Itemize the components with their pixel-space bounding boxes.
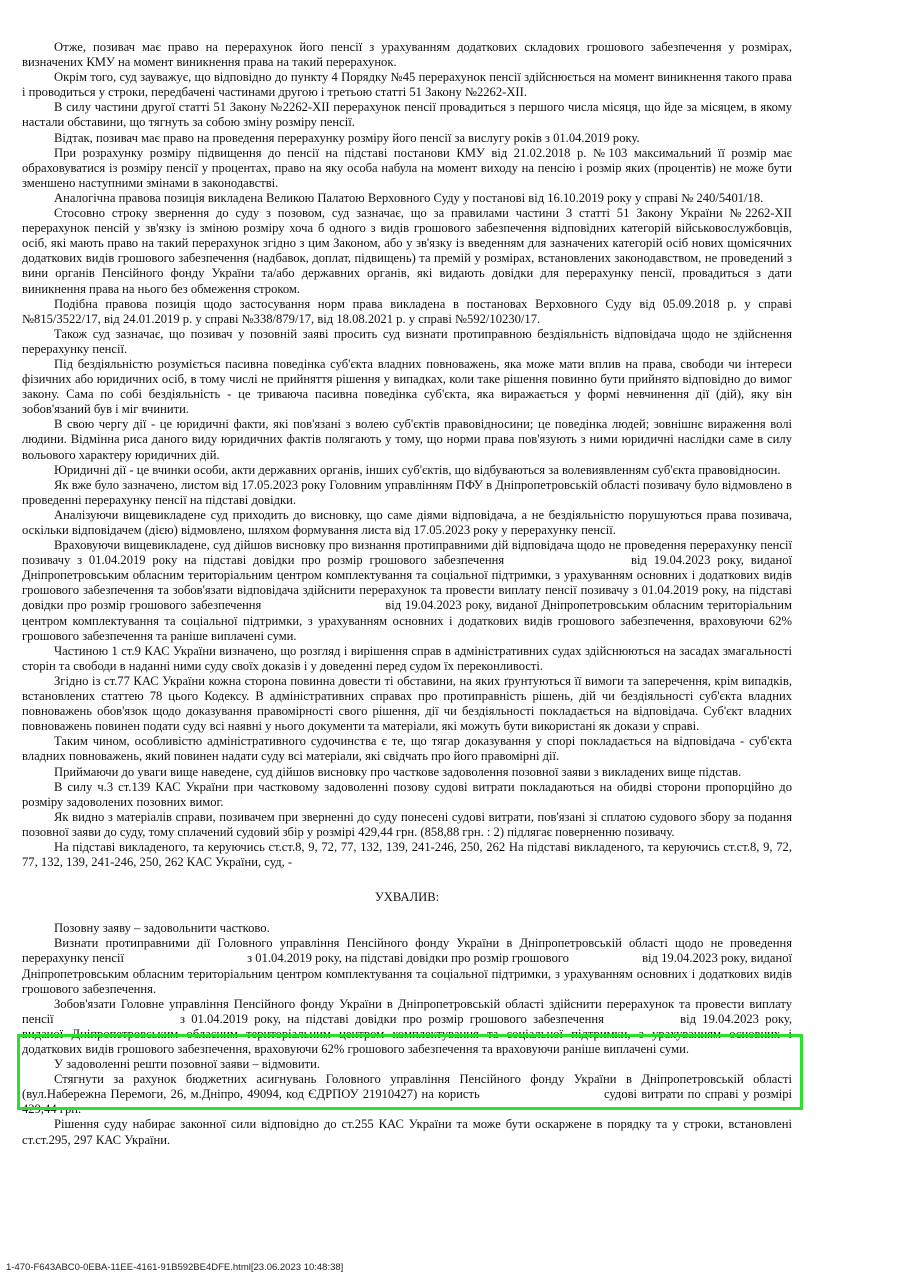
paragraph: Окрім того, суд зауважує, що відповідно до пункту 4 Порядку №45 перерахунок пенсії здійснюється на момент виникнення такого права і проводиться у строки, передбачені частинами другою і третьою статті 51 Закону №2262-XII.: [22, 70, 792, 100]
conclusion-part-b: від 19.04.2023 року, виданої Дніпропетровським обласним територіальним центром комплектування та соціальної підтримки, з урахуванням основних і додаткових видів грошового забезпечення та зобов'язати відповідача здійснити перерахунок та провести виплату пенсії позивачу з 01.04.2019 року, на підставі довідки про розмір грошового забезпечення: [22, 553, 792, 613]
paragraph: При розрахунку розміру підвищення до пенсії на підставі постанови КМУ від 21.02.2018 р. №103 максимальний її розмір має обраховуватися із розміру пенсії у процентах, право на яку особа набула на момент виходу на пенсію і розмір яких (процентів) не може бути зменшено наступними змінами в законодавстві.: [22, 145, 792, 190]
paragraph: Стосовно строку звернення до суду з позовом, суд зазначає, що за правилами частини 3 статті 51 Закону України №2262-XII перерахунок пенсій у зв'язку із зміною розміру хоча б одного з видів грошового забезпечення відповідних категорій військовослужбовців, осіб, які мають право на такий перерахунок згідно з цим Законом, або у зв'язку із введенням для зазначених категорій осіб нових щомісячних додаткових видів грошового забезпечення (надбавок, доплат, підвищень) та премій у розмірах, встановлених законодавством, не проведений з вини органів Пенсійного фонду України та/або державних органів, які видають довідки для перерахунку пенсії, провадиться з дати виникнення права на нього без обмеження строком.: [22, 206, 792, 296]
decision-item: [22, 936, 792, 996]
paragraph: Аналізуючи вищевикладене суд приходить до висновку, що саме діями відповідача, а не бездіяльністю порушуються права позивача, оскільки відповідачем (дією) відмовлено, шляхом формування листа від 17.05.2023 року у перерахунку пенсії.: [22, 507, 792, 537]
paragraph: В силу ч.3 ст.139 КАС України при частковому задоволенні позову судові витрати покладаються на обидві сторони пропорційно до розміру задоволених позовних вимог.: [22, 779, 792, 809]
decision-item: Позовну заяву – задовольнити частково.: [54, 921, 270, 936]
paragraph: В силу частини другої статті 51 Закону №2262-XII перерахунок пенсії провадиться з першого числа місяця, що йде за місяцем, в якому настали обставини, що тягнуть за собою зміну розміру пенсії.: [22, 100, 792, 130]
court-document: [22, 40, 792, 1148]
paragraph: Приймаючи до уваги вище наведене, суд дійшов висновку про часткове задоволення позовної заяви з викладених вище підстав.: [54, 764, 742, 779]
decision-text: з 01.04.2019 року, на підставі довідки про розмір грошового: [247, 951, 569, 966]
conclusion-paragraph: [22, 538, 792, 644]
conclusion-part-a: Враховуючи вищевикладене, суд дійшов висновку про визнання протиправними дій відповідача щодо не проведення перерахунку пенсії позивачу з 01.04.2019 року на підставі довідки про розмір грошового забезпечення: [22, 538, 792, 568]
paragraph: Відтак, позивач має право на проведення перерахунку розміру його пенсії за вислугу років з 01.04.2019 року.: [54, 130, 640, 145]
decision-text: Стягнути за рахунок бюджетних асигнувань Головного управління Пенсійного фонду України в Дніпропетровській області (вул.Набережна Перемоги, 26, м.Дніпро, 49094, код ЄДРПОУ 21910427) на користь: [22, 1072, 792, 1102]
paragraph: Як видно з матеріалів справи, позивачем при зверненні до суду понесені судові витрати, пов'язані зі сплатою судового збору за подання позовної заяви до суду, тому сплачений судовий збір у розмірі 429,44 грн. (858,88 грн. : 2) підлягає поверненню позивачу.: [22, 809, 792, 839]
decision-text: від 19.04.2023 року, виданої Дніпропетровським обласним територіальним центром комплектування та соціальної підтримки, з урахуванням основних і додаткових видів грошового забезпечення, враховуючи 62% грошового забезпечення та враховуючи раніше виплачені суми.: [22, 1011, 792, 1056]
decision-text: судові витрати по справі у розмірі 429,44 грн.: [22, 1087, 792, 1117]
decision-item: У задоволенні решти позовної заяви – відмовити.: [54, 1057, 320, 1072]
paragraph: Отже, позивач має право на перерахунок його пенсії з урахуванням додаткових складових грошового забезпечення у розмірах, визначених КМУ на момент виникнення права на такий перерахунок.: [22, 40, 792, 70]
paragraph: Частиною 1 ст.9 КАС України визначено, що розгляд і вирішення справ в адміністративних судах здійснюються на засадах змагальності сторін та свободи в наданні ними суду своїх доказів і у доведенні перед судом їх переконливості.: [22, 643, 792, 673]
paragraph: Також суд зазначає, що позивач у позовній заяві просить суд визнати протиправною бездіяльність відповідача щодо не здійснення перерахунку пенсії.: [22, 326, 792, 356]
decision-item-highlighted: [22, 997, 792, 1057]
decision-text: Визнати протиправними дії Головного управління Пенсійного фонду України в Дніпропетровській області щодо не проведення перерахунку пенсії: [22, 936, 792, 966]
paragraph: Подібна правова позиція щодо застосування норм права викладена в постановах Верховного Суду від 05.09.2018 р. у справі №815/3522/17, від 24.01.2019 р. у справі №338/879/17, від 18.08.2021 р. у справі №592/10230/17.: [22, 296, 792, 326]
conclusion-part-c: від 19.04.2023 року, виданої Дніпропетровським обласним територіальним центром комплектування та соціальної підтримки, з урахуванням основних і додаткових видів грошового забезпечення, враховуючи 62% грошового забезпечення та раніше виплачені суми.: [22, 598, 793, 643]
paragraph: Аналогічна правова позиція викладена Великою Палатою Верховного Суду у постанові від 16.10.2019 року у справі № 240/5401/18.: [54, 190, 764, 205]
decision-item: [22, 1072, 792, 1117]
decision-item: Рішення суду набирає законної сили відповідно до ст.255 КАС України та може бути оскаржене в порядку та у строки, встановлені ст.ст.295, 297 КАС України.: [22, 1117, 792, 1147]
paragraph: В свою чергу дії - це юридичні факти, які пов'язані з волею суб'єктів правовідносини; це поведінка людей; зовнішнє вираження волі людини. Відмінна риса даного виду юридичних фактів полягають у тому, що норми права пов'язують з ними юридичні наслідки саме в силу вольового характеру юридичних дій.: [22, 417, 792, 462]
paragraph: Під бездіяльністю розуміється пасивна поведінка суб'єкта владних повноважень, яка може мати вплив на права, свободи чи інтереси фізичних або юридичних осіб, в тому числі не прийняття рішення у випадках, коли таке рішення повинно бути прийнято відповідно до вимог закону. Сама по собі бездіяльність - це триваюча пасивна поведінка суб'єкта, яка виражається у формі невчинення дії (дій), яку він зобов'язаний був і міг вчинити.: [22, 356, 792, 417]
paragraph: Таким чином, особливістю адміністративного судочинства є те, що тягар доказування у спорі покладається на відповідача - суб'єкта владних повноважень, який повинен надати суду всі матеріали, які свідчать про його правомірні дії.: [22, 734, 792, 764]
paragraph: На підставі викладеного, та керуючись ст.ст.8, 9, 72, 77, 132, 139, 241-246, 250, 262 На підставі викладеного, та керуючись ст.ст.8, 9, 72, 77, 132, 139, 241-246, 250, 262 КАС України, суд, -: [22, 839, 792, 870]
decision-text: з 01.04.2019 року, на підставі довідки про розмір грошового забезпечення: [179, 1011, 604, 1026]
page-footer: 1-470-F643ABC0-0EBA-11EE-4161-91B592BE4DFE.html[23.06.2023 10:48:38]: [6, 1262, 344, 1273]
paragraph: Згідно із ст.77 КАС України кожна сторона повинна довести ті обставини, на яких ґрунтуються її вимоги та заперечення, крім випадків, встановлених статтею 78 цього Кодексу. В адміністративних справах про протиправність рішень, дій чи бездіяльності суб'єкта владних повноважень обов'язок щодо доказування правомірності свого рішення, дії чи бездіяльності покладається на відповідача. Суб'єкт владних повноважень повинен подати суду всі наявні у нього документи та матеріали, які можуть бути використані як докази у справі.: [22, 673, 792, 734]
decision-text: Зобов'язати Головне управління Пенсійного фонду України в Дніпропетровській області здійснити перерахунок та провести виплату пенсії: [22, 996, 792, 1026]
decision-text: від 19.04.2023 року, виданої Дніпропетровським обласним територіальним центром комплектування та соціальної підтримки, з урахуванням основних і додаткових видів грошового забезпечення.: [22, 951, 793, 996]
paragraph: Юридичні дії - це вчинки особи, акти державних органів, інших суб'єктів, що відбуваються за волевиявленням суб'єкта правовідносин.: [54, 462, 781, 477]
paragraph: Як вже було зазначено, листом від 17.05.2023 року Головним управлінням ПФУ в Дніпропетровській області позивачу було відмовлено в проведенні перерахунку пенсії на підставі довідки.: [22, 477, 792, 507]
decision-heading: УХВАЛИВ:: [374, 890, 440, 905]
